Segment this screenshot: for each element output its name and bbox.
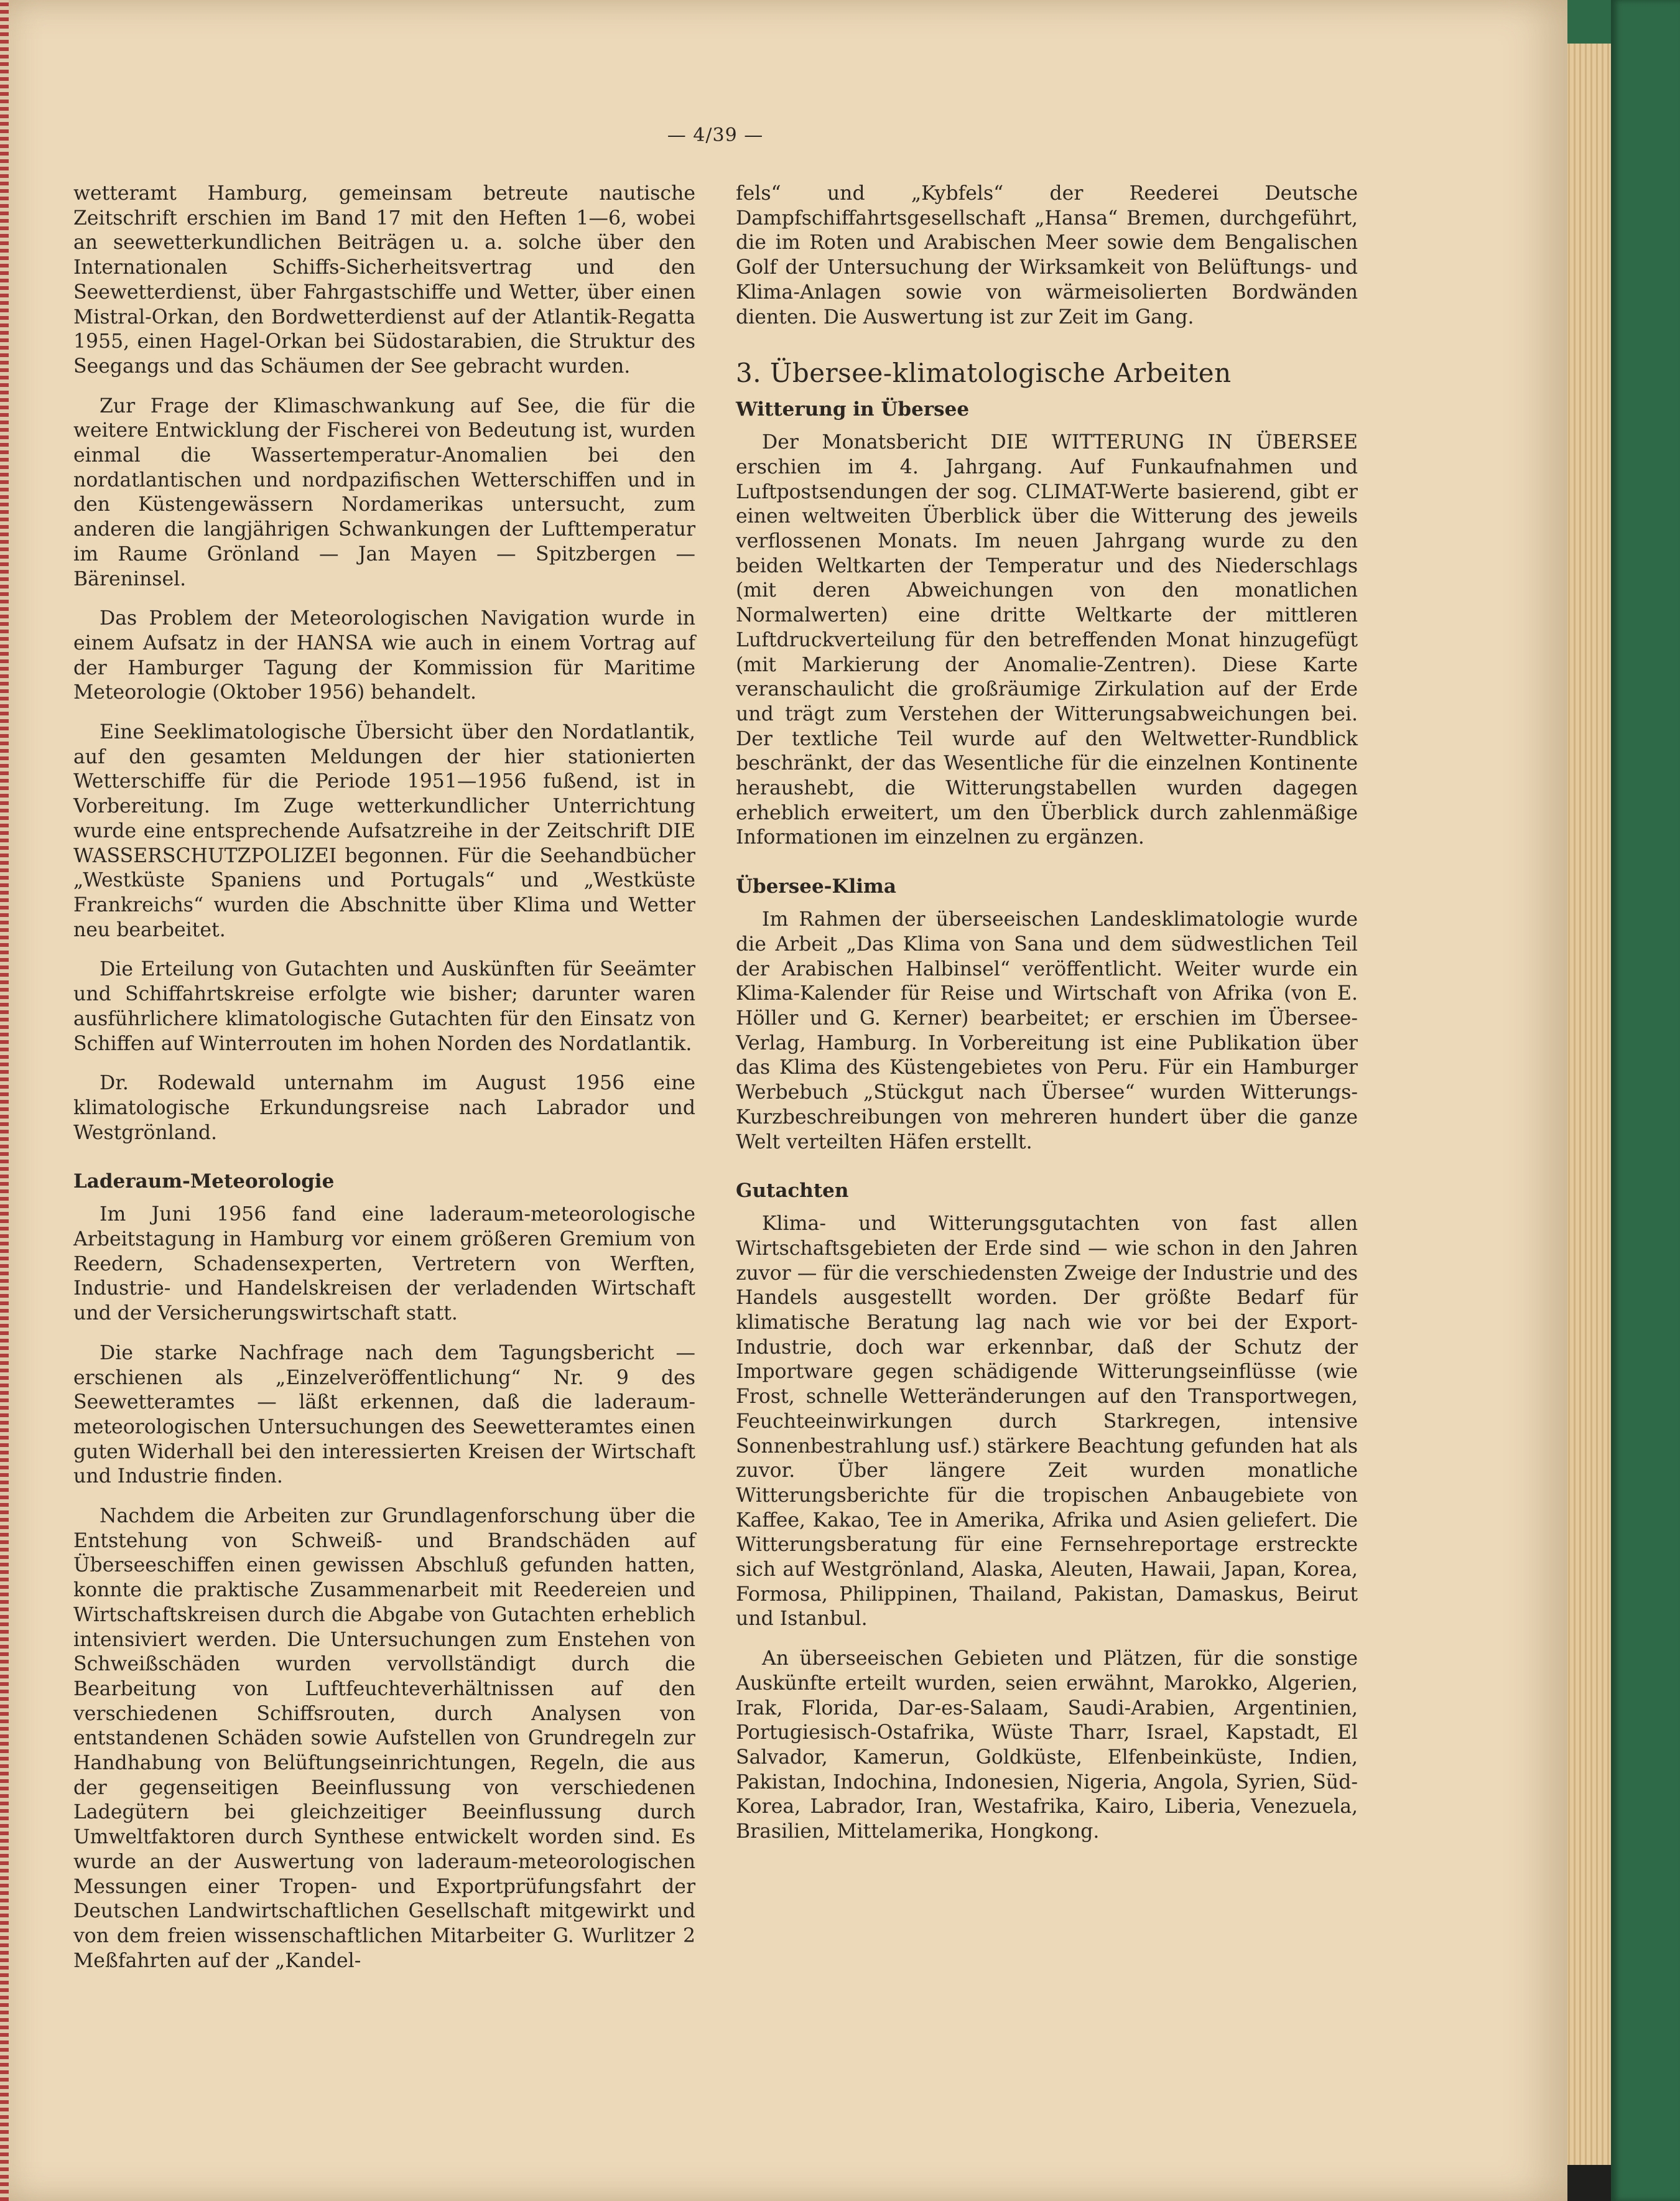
right-column — [736, 182, 1358, 1859]
paragraph: Das Problem der Meteorologischen Navigation wurde in einem Aufsatz in der HANSA wie auch in einem Vortrag auf der Hamburger Tagung der Kommission für Maritime Meteorologie (Oktober 1956) behandelt. — [73, 607, 695, 704]
paragraph: wetteramt Hamburg, gemeinsam betreute nautische Zeitschrift erschien im Band 17 mit den Heften 1—6, wobei an seewetterkundlichen Beiträgen u. a. solche über den Internationalen Schiffs-Sicherheitsvertrag und den Seewetterdienst, über Fahrgastschiffe und Wetter, über einen Mistral-Orkan, den Bordwetterdienst auf der Atlantik-Regatta 1955, einen Hagel-Orkan bei Südostarabien, die Struktur des Seegangs und das Schäumen der See gebracht wurden. — [73, 182, 695, 378]
paragraph: Im Juni 1956 fand eine laderaum-meteorologische Arbeitstagung in Hamburg vor einem größeren Gremium von Reedern, Schadensexperten, Vertretern von Werften, Industrie- und Handelskreisen der verladenden Wirtschaft und der Versicherungswirtschaft statt. — [73, 1203, 695, 1325]
paragraph: An überseeischen Gebieten und Plätzen, für die sonstige Auskünfte erteilt wurden, seien erwähnt, Marokko, Algerien, Irak, Florida, Dar-es-Salaam, Saudi-Arabien, Argentinien, Portugiesisch-Ostafrika, Wüste Tharr, Israel, Kapstadt, El Salvador, Kamerun, Goldküste, Elfenbeinküste, Indien, Pakistan, Indochina, Indonesien, Nigeria, Angola, Syrien, Süd-Korea, Labrador, Iran, Westafrika, Kairo, Liberia, Venezuela, Brasilien, Mittelamerika, Hongkong. — [736, 1647, 1358, 1843]
subheading-witterung: Witterung in Übersee — [736, 398, 970, 421]
page-number: — 4/39 — — [667, 124, 764, 146]
paragraph: Die Erteilung von Gutachten und Auskünften für Seeämter und Schiffahrtskreise erfolgte wie bisher; darunter waren ausführlichere klimatologische Gutachten für den Einsatz von Schiffen auf Winterrouten im hohen Norden des Nordatlantik. — [73, 958, 695, 1055]
binding-edge — [0, 0, 9, 2201]
subheading-klima: Übersee-Klima — [736, 875, 896, 898]
paragraph: Eine Seeklimatologische Übersicht über den Nordatlantik, auf den gesamten Meldungen der hier stationierten Wetterschiffe für die Periode 1951—1956 fußend, ist in Vorbereitung. Im Zuge wetterkundlicher Unterrichtung wurde eine entsprechende Aufsatzreihe in der Zeitschrift DIE WASSERSCHUTZPOLIZEI begonnen. Für die Seehandbücher „Westküste Spaniens und Portugals“ und „Westküste Frankreichs“ wurden die Abschnitte über Klima und Wetter neu bearbeitet. — [73, 721, 695, 941]
book-cover — [1611, 0, 1680, 2201]
paragraph: Im Rahmen der überseeischen Landesklimatologie wurde die Arbeit „Das Klima von Sana und dem südwestlichen Teil der Arabischen Halbinsel“ veröffentlicht. Weiter wurde ein Klima-Kalender für Reise und Wirtschaft von Afrika (von E. Höller und G. Kerner) bearbeitet; er erschien im Übersee-Verlag, Hamburg. In Vorbereitung ist eine Publikation über das Klima des Küstengebietes von Peru. Für ein Hamburger Werbebuch „Stückgut nach Übersee“ wurden Witterungs-Kurzbeschreibungen von mehreren hundert über die ganze Welt verteilten Häfen erstellt. — [736, 908, 1358, 1153]
paragraph: fels“ und „Kybfels“ der Reederei Deutsche Dampfschiffahrtsgesellschaft „Hansa“ Bremen, durchgeführt, die im Roten und Arabischen Meer sowie dem Bengalischen Golf der Untersuchung der Wirksamkeit von Belüftungs- und Klima-Anlagen sowie von wärmeisolierten Bordwänden dienten. Die Auswertung ist zur Zeit im Gang. — [736, 182, 1358, 328]
paragraph: Zur Frage der Klimaschwankung auf See, die für die weitere Entwicklung der Fischerei von Bedeutung ist, wurden einmal die Wassertemperatur-Anomalien bei den nordatlantischen und nordpazifischen Wetterschiffen und in den Küstengewässern Nordamerikas untersucht, zum anderen die langjährigen Schwankungen der Lufttemperatur im Raume Grönland — Jan Mayen — Spitzbergen — Bäreninsel. — [73, 394, 695, 590]
paragraph: Dr. Rodewald unternahm im August 1956 eine klimatologische Erkundungsreise nach Labrador und Westgrönland. — [73, 1072, 695, 1144]
subheading-gutachten: Gutachten — [736, 1180, 849, 1203]
paragraph: Klima- und Witterungsgutachten von fast allen Wirtschaftsgebieten der Erde sind — wie schon in den Jahren zuvor — für die verschiedensten Zweige der Industrie und des Handels ausgestellt worden. Der größte Bedarf für klimatische Beratung lag nach wie vor bei der Export-Industrie, doch war erkennbar, daß der Schutz der Importware gegen schädigende Witterungseinflüsse (wie Frost, schnelle Wetteränderungen auf den Transportwegen, Feuchteeinwirkungen durch Starkregen, intensive Sonnenbestrahlung usf.) stärkere Beachtung gefunden hat als zuvor. Über längere Zeit wurden monatliche Witterungsberichte für die tropischen Anbaugebiete von Kaffee, Kakao, Tee in Amerika, Afrika und Asien geliefert. Die Witterungsberatung für eine Fernsehreportage erstreckte sich auf Westgrönland, Alaska, Aleuten, Hawaii, Japan, Korea, Formosa, Philippinen, Thailand, Pakistan, Damaskus, Beirut und Istanbul. — [736, 1212, 1358, 1631]
section-heading: 3. Übersee-klimatologische Arbeiten — [736, 358, 1232, 389]
subheading-laderaum: Laderaum-Meteorologie — [73, 1170, 335, 1193]
paragraph: Der Monatsbericht DIE WITTERUNG IN ÜBERSEE erschien im 4. Jahrgang. Auf Funkaufnahmen und Luftpostsendungen der sog. CLIMAT-Werte basierend, gibt er einen weltweiten Überblick über die Witterung des jeweils verflossenen Monats. Im neuen Jahrgang wurde zu den beiden Weltkarten der Temperatur und des Niederschlags (mit deren Abweichungen von den monatlichen Normalwerten) eine dritte Weltkarte der mittleren Luftdruckverteilung für den betreffenden Monat hinzugefügt (mit Markierung der Anomalie-Zentren). Diese Karte veranschaulicht die großräumige Zirkulation auf der Erde und trägt zum Verstehen der Witterungsabweichungen bei. Der textliche Teil wurde auf den Weltwetter-Rundblick beschränkt, der das Wesentliche für die einzelnen Kontinente heraushebt, die Witterungstabellen wurden dagegen erheblich erweitert, um den Überblick durch zahlenmäßige Informationen im einzelnen zu ergänzen. — [736, 431, 1358, 849]
paragraph: Die starke Nachfrage nach dem Tagungsbericht — erschienen als „Einzelveröffentlichung“ Nr. 9 des Seewetteramtes — läßt erkennen, daß die laderaum-meteorologischen Untersuchungen des Seewetteramtes einen guten Widerhall bei den interessierten Kreisen der Wirtschaft und Industrie finden. — [73, 1341, 695, 1488]
left-column — [73, 182, 695, 1988]
paragraph: Nachdem die Arbeiten zur Grundlagenforschung über die Entstehung von Schweiß- und Brandschäden auf Überseeschiffen einen gewissen Abschluß gefunden hatten, konnte die praktische Zusammenarbeit mit Reedereien und Wirtschaftskreisen durch die Abgabe von Gutachten erheblich intensiviert werden. Die Untersuchungen zum Enstehen von Schweißschäden wurden vervollständigt durch die Bearbeitung von Luftfeuchteverhältnissen auf den verschiedenen Schiffsrouten, durch Analysen von entstandenen Schäden sowie Aufstellen von Grundregeln zur Handhabung von Belüftungseinrichtungen, Regeln, die aus der gegenseitigen Beeinflussung von verschiedenen Ladegütern bei gleichzeitiger Beeinflussung durch Umweltfaktoren durch Synthese entwickelt worden sind. Es wurde an der Auswertung von laderaum-meteorologischen Messungen einer Tropen- und Exportprüfungsfahrt der Deutschen Landwirtschaftlichen Gesellschaft mitgewirkt und von dem freien wissenschaftlichen Mitarbeiter G. Wurlitzer 2 Meßfahrten auf der „Kandel- — [73, 1505, 695, 1972]
